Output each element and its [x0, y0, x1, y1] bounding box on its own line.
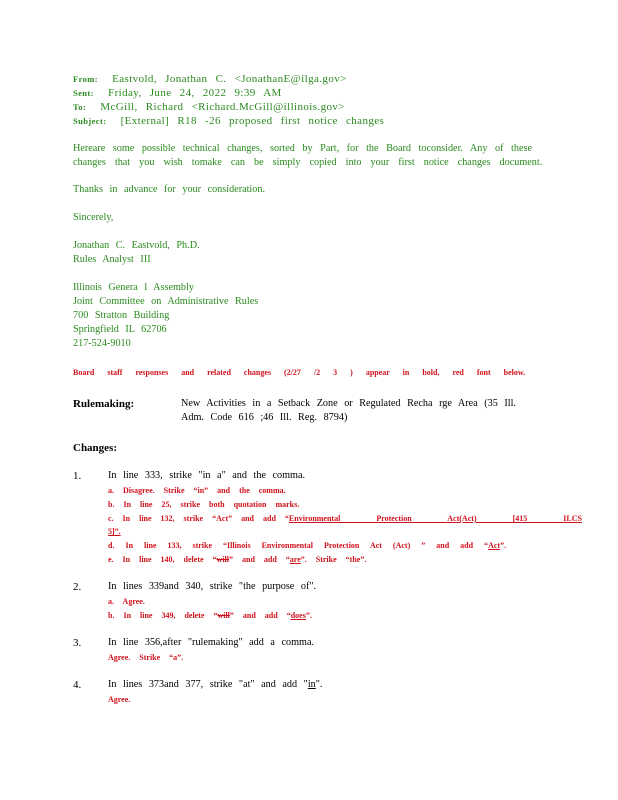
- body-paragraph-line-2: changes that you wish tomake can be simply copied into your first notice changes document.: [73, 157, 543, 168]
- item-1-response-d-inserted: Act: [488, 541, 501, 550]
- item-1-response-b: b. In line 25, strike both quotation marks.: [108, 500, 300, 509]
- item-2-response-b: [108, 611, 312, 620]
- signature-name: Jonathan C. Eastvold, Ph.D.: [73, 240, 200, 251]
- to-line: [73, 101, 345, 113]
- item-2-response-b-p3: ”.: [305, 611, 312, 620]
- rulemaking-line-1: New Activities in a Setback Zone or Regulated Recha rge Area (35 Ill.: [181, 398, 516, 409]
- to-value: McGill, Richard <Richard.McGill@illinois.gov>: [100, 101, 345, 113]
- sent-line: [73, 87, 282, 99]
- org-line-4: Springfield IL 62706: [73, 324, 167, 335]
- item-1-response-c-inserted: Environmental Protection Act(Act) [415 ILCS: [288, 514, 582, 523]
- body-paragraph-line-1: Hereare some possible technical changes, sorted by Part, for the Board toconsider. Any of these: [73, 143, 532, 154]
- sent-value: Friday, June 24, 2022 9:39 AM: [108, 87, 282, 99]
- item-4-response: Agree.: [108, 695, 131, 704]
- from-label: From:: [73, 74, 98, 84]
- org-line-2: Joint Committee on Administrative Rules: [73, 296, 259, 307]
- item-1-response-c-tail: 5]”.: [108, 527, 121, 536]
- item-2-response-b-p1: b. In line 349, delete “: [108, 611, 218, 620]
- item-1-response-c: [108, 514, 582, 523]
- changes-heading: Changes:: [73, 442, 118, 454]
- subject-line: [73, 115, 384, 127]
- item-1-text: In line 333, strike "in a" and the comma.: [108, 470, 306, 481]
- item-4-text: [108, 679, 322, 690]
- item-2-text: In lines 339and 340, strike "the purpose of".: [108, 581, 317, 592]
- item-3-number: 3.: [73, 637, 82, 649]
- item-3-response: Agree. Strike “a”.: [108, 653, 184, 662]
- item-1-response-e-inserted: are: [289, 555, 301, 564]
- item-4-number: 4.: [73, 679, 82, 691]
- from-value: Eastvold, Jonathan C. <JonathanE@ilga.gov>: [112, 73, 347, 85]
- item-1-response-d: [108, 541, 506, 550]
- thanks-line: Thanks in advance for your consideration.: [73, 184, 265, 195]
- item-1-response-e-p1: e. In line 140, delete “: [108, 555, 217, 564]
- phone-line: 217-524-9010: [73, 338, 131, 349]
- org-line-3: 700 Stratton Building: [73, 310, 170, 321]
- subject-label: Subject:: [73, 116, 107, 126]
- item-2-response-b-p2: ” and add “: [229, 611, 291, 620]
- rulemaking-label: Rulemaking:: [73, 398, 135, 410]
- item-2-response-a: a. Agree.: [108, 597, 145, 606]
- item-1-response-e: [108, 555, 366, 564]
- signature-title: Rules Analyst III: [73, 254, 151, 265]
- item-4-text-post: ".: [315, 679, 323, 690]
- item-1-response-c-prefix: c. In line 132, strike “Act” and add “: [108, 514, 289, 523]
- item-3-text: In line 356,after "rulemaking" add a comma.: [108, 637, 315, 648]
- item-1-response-a: a. Disagree. Strike “in” and the comma.: [108, 486, 286, 495]
- item-2-number: 2.: [73, 581, 82, 593]
- item-1-response-d-suffix: ”.: [500, 541, 507, 550]
- item-4-text-inserted: in: [307, 679, 316, 690]
- item-1-response-e-deleted: will: [216, 555, 229, 564]
- item-1-response-d-prefix: d. In line 133, strike “Illinois Environmental Protection Act (Act) ” and add “: [108, 541, 489, 550]
- item-1-response-e-p3: ”. Strike “the”.: [300, 555, 367, 564]
- item-2-response-b-inserted: does: [290, 611, 306, 620]
- subject-value: [External] R18 -26 proposed first notice changes: [120, 115, 385, 127]
- sincerely-line: Sincerely,: [73, 212, 114, 223]
- item-1-number: 1.: [73, 470, 82, 482]
- to-label: To:: [73, 102, 87, 112]
- sent-label: Sent:: [73, 88, 94, 98]
- board-note: Board staff responses and related changes (2/27 /2 3 ) appear in bold, red font below.: [73, 368, 526, 377]
- rulemaking-line-2: Adm. Code 616 ;46 Ill. Reg. 8794): [181, 412, 348, 423]
- item-4-text-pre: In lines 373and 377, strike "at" and add ": [108, 679, 308, 690]
- item-2-response-b-deleted: will: [217, 611, 230, 620]
- from-line: [73, 73, 347, 85]
- item-1-response-e-p2: ” and add “: [229, 555, 290, 564]
- org-line-1: Illinois Genera l Assembly: [73, 282, 194, 293]
- item-1-response-c-cont: [108, 527, 121, 536]
